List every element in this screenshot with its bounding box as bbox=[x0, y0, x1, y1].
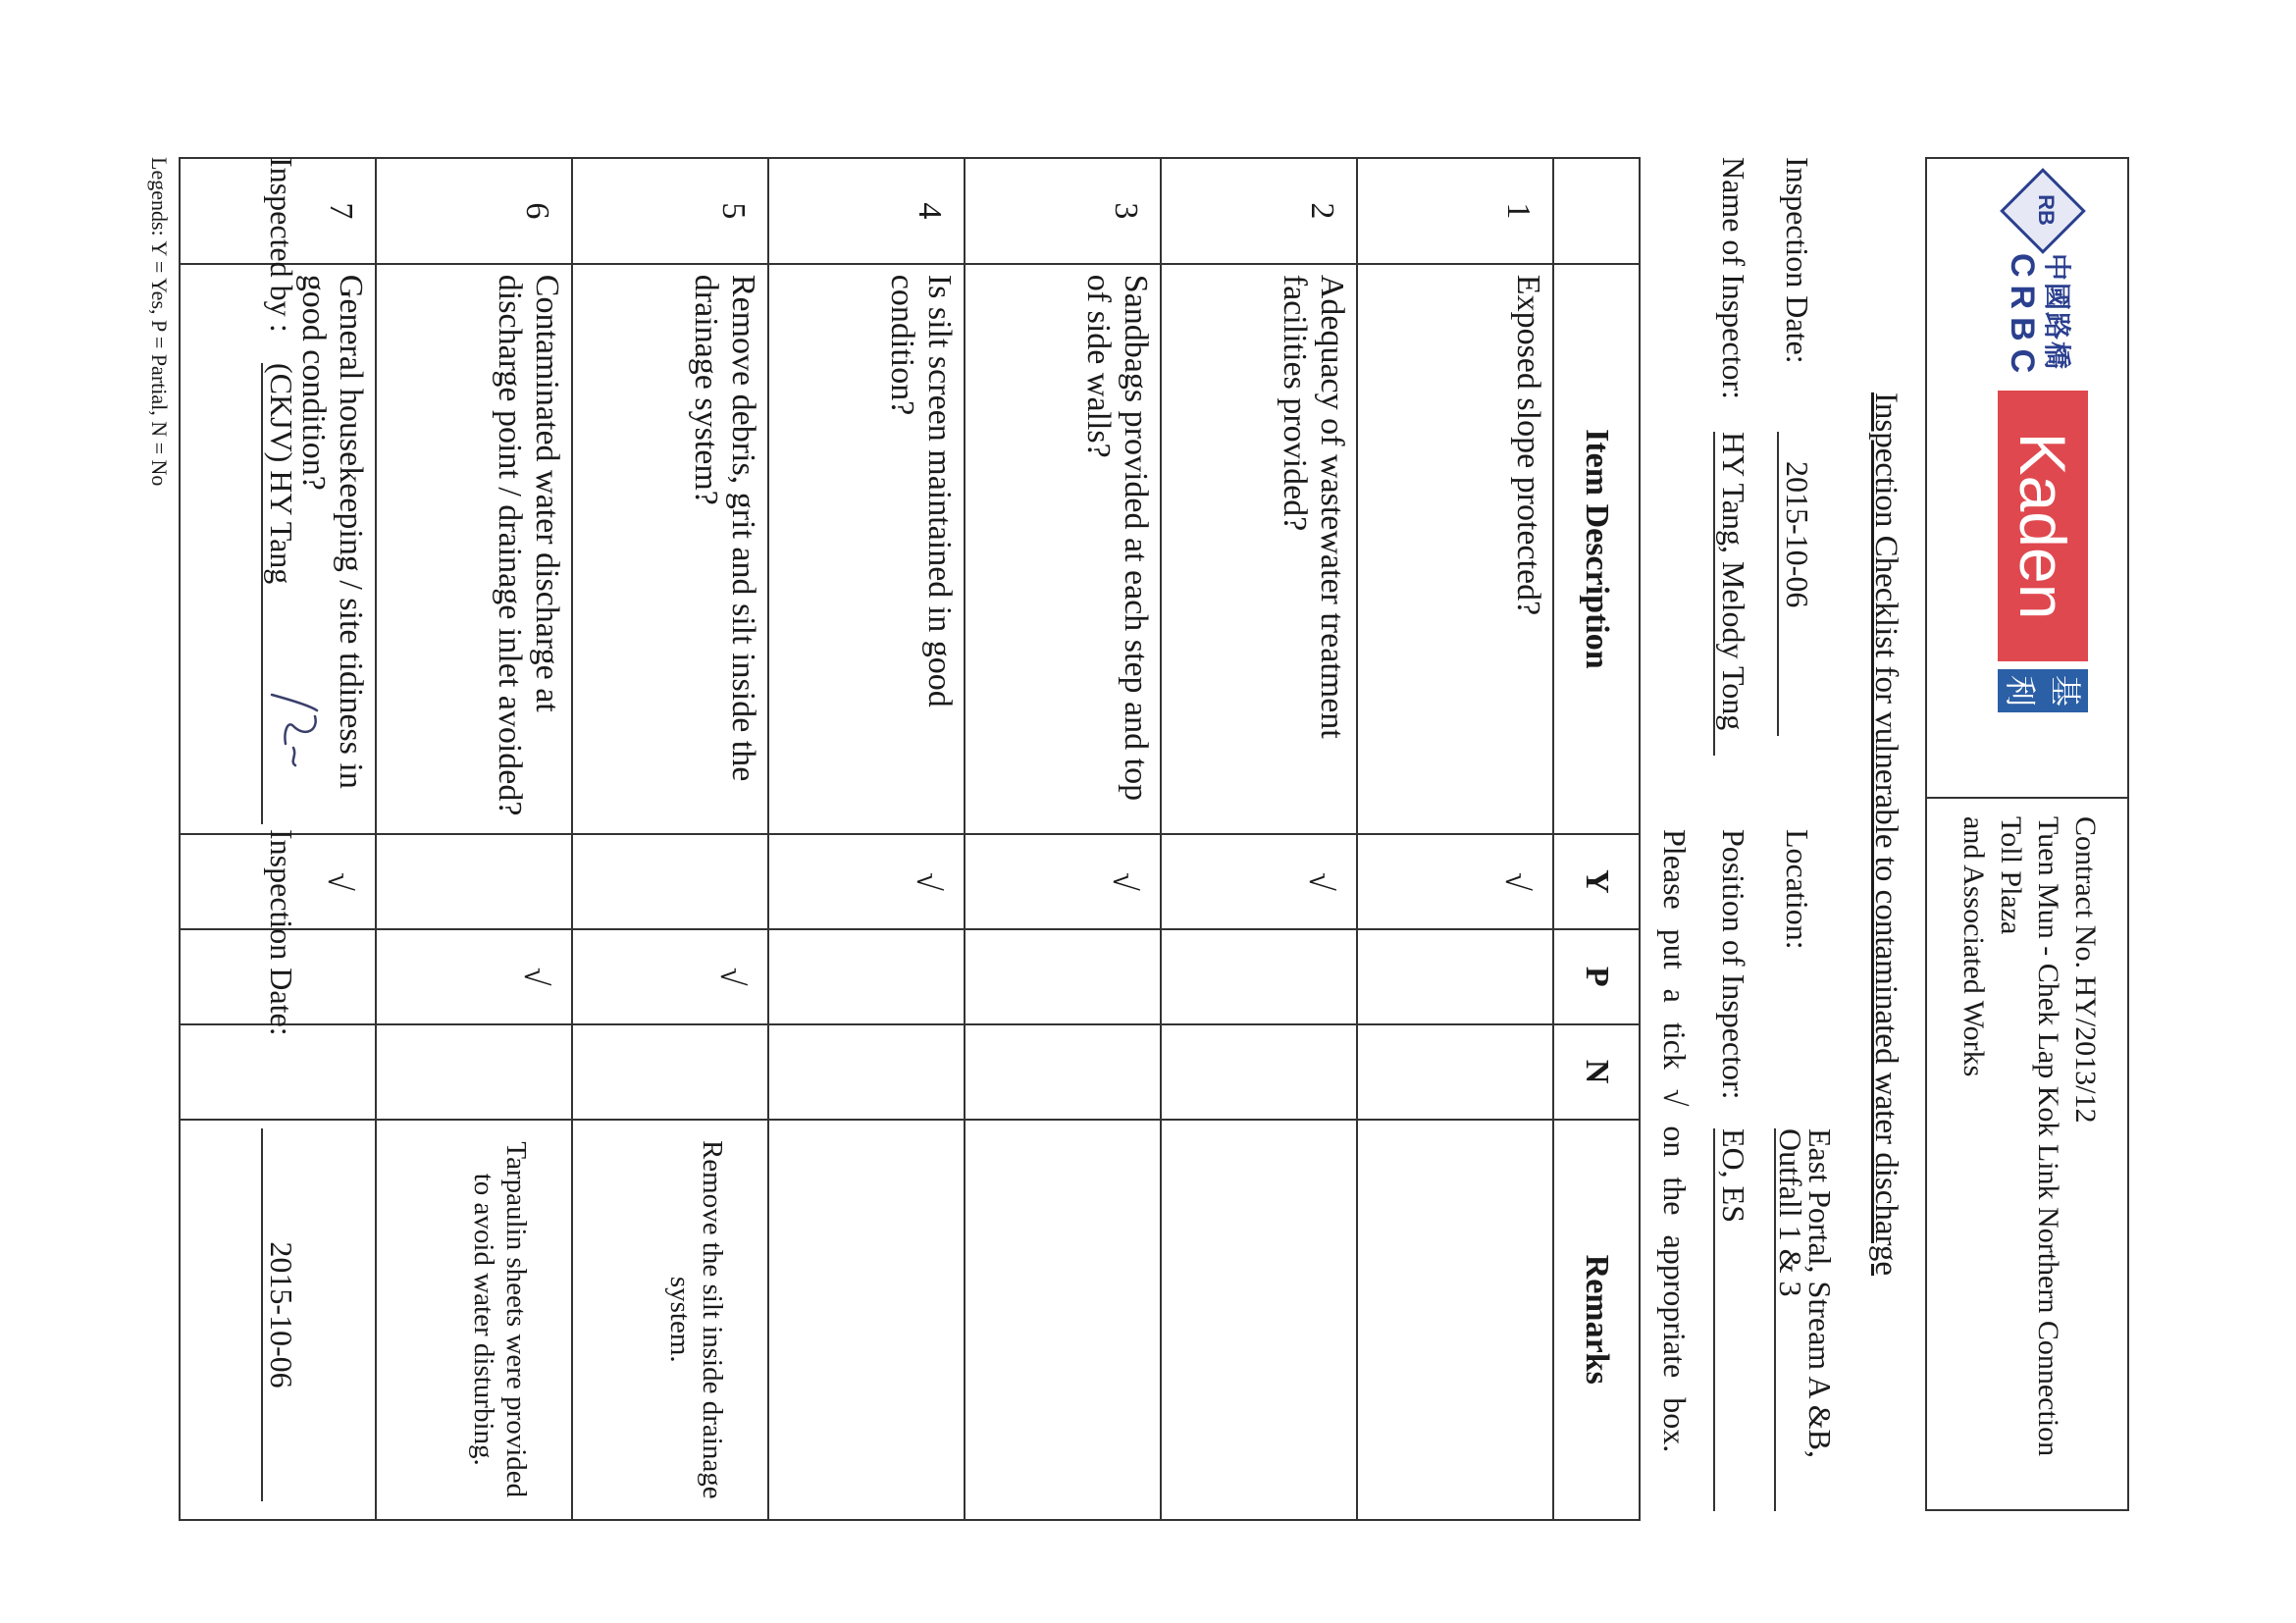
yes-checkbox[interactable]: √ bbox=[965, 834, 1161, 929]
row-remarks bbox=[1161, 1120, 1357, 1520]
location-value bbox=[1773, 1128, 1838, 1511]
footer-inspection-date-label: Inspection Date: bbox=[264, 829, 299, 1036]
inspected-by-label: Inspected by bbox=[264, 157, 299, 317]
no-checkbox[interactable] bbox=[1161, 1024, 1357, 1120]
crbc-chinese-name: 中國路橋 bbox=[2041, 253, 2073, 372]
legend: Legends: Y = Yes, P = Partial, N = No bbox=[147, 157, 172, 487]
table-header-row bbox=[1553, 158, 1640, 1520]
table-row bbox=[768, 158, 965, 1520]
contract-info bbox=[1955, 816, 2104, 1493]
row-number: 6 bbox=[376, 158, 572, 264]
crbc-english-name: CRBC bbox=[2004, 253, 2041, 382]
tick-instruction: Please put a tick √ on the appropriate box. bbox=[1657, 829, 1693, 1453]
document-title: Inspection Checklist for vulnerable to contaminated water discharge bbox=[1868, 392, 1904, 1277]
inspected-by-value bbox=[261, 363, 299, 824]
partial-checkbox[interactable] bbox=[1161, 929, 1357, 1024]
partial-checkbox[interactable] bbox=[965, 929, 1161, 1024]
no-checkbox[interactable] bbox=[572, 1024, 768, 1120]
row-remarks bbox=[1357, 1120, 1553, 1520]
yes-checkbox[interactable] bbox=[572, 834, 768, 929]
location-line2: Outfall 1 & 3 bbox=[1773, 1128, 1808, 1297]
inspector-position-label: Position of Inspector: bbox=[1716, 829, 1751, 1100]
header-description: Item Description bbox=[1553, 264, 1640, 834]
yes-checkbox[interactable]: √ bbox=[1357, 834, 1553, 929]
header-box bbox=[1925, 157, 2129, 1511]
header-number bbox=[1553, 158, 1640, 264]
row-remarks: Remove the silt inside drainage system. bbox=[572, 1120, 768, 1520]
yes-checkbox[interactable]: √ bbox=[768, 834, 965, 929]
signature-icon bbox=[264, 687, 323, 775]
kaden-chinese-logo: 基利 bbox=[1998, 669, 2088, 712]
row-description: Is silt screen maintained in good condition? bbox=[768, 264, 965, 834]
row-remarks bbox=[965, 1120, 1161, 1520]
row-description: Sandbags provided at each step and top of side walls? bbox=[965, 264, 1161, 834]
row-description: Exposed slope protected? bbox=[1357, 264, 1553, 834]
yes-checkbox[interactable]: √ bbox=[1161, 834, 1357, 929]
header-partial: P bbox=[1553, 929, 1640, 1024]
table-row bbox=[1357, 158, 1553, 1520]
logo-area bbox=[1927, 159, 2127, 799]
row-number: 7 bbox=[180, 158, 376, 264]
partial-checkbox[interactable]: √ bbox=[572, 929, 768, 1024]
partial-checkbox[interactable] bbox=[1357, 929, 1553, 1024]
location-line1: East Portal, Stream A &B, bbox=[1802, 1128, 1838, 1458]
partial-checkbox[interactable] bbox=[768, 929, 965, 1024]
row-remarks bbox=[768, 1120, 965, 1520]
contract-number: Contract No. HY/2013/12 bbox=[2069, 816, 2102, 1124]
inspector-name-label: Name of Inspector: bbox=[1716, 157, 1751, 400]
inspector-name-value: HY Tang, Melody Tong bbox=[1713, 432, 1751, 756]
no-checkbox[interactable] bbox=[180, 1024, 376, 1120]
row-description: General housekeeping / site tidiness in good condition? bbox=[180, 264, 376, 834]
row-description: Contaminated water discharge at discharge point / drainage inlet avoided? bbox=[376, 264, 572, 834]
table-row bbox=[376, 158, 572, 1520]
header-no: N bbox=[1553, 1024, 1640, 1120]
project-name-line1: Tuen Mun - Chek Lap Kok Link Northern Connection Toll Plaza bbox=[1995, 816, 2064, 1457]
row-number: 5 bbox=[572, 158, 768, 264]
header-remarks: Remarks bbox=[1553, 1120, 1640, 1520]
rb-logo-text: RB bbox=[2034, 194, 2059, 226]
table-row bbox=[572, 158, 768, 1520]
no-checkbox[interactable] bbox=[768, 1024, 965, 1120]
checklist-table bbox=[179, 157, 1641, 1521]
row-number: 2 bbox=[1161, 158, 1357, 264]
footer-inspection-date-value: 2015-10-06 bbox=[261, 1128, 299, 1501]
row-remarks: Tarpaulin sheets were provided to avoid water disturbing. bbox=[376, 1120, 572, 1520]
inspection-date-label: Inspection Date: bbox=[1780, 157, 1815, 364]
partial-checkbox[interactable]: √ bbox=[376, 929, 572, 1024]
no-checkbox[interactable] bbox=[376, 1024, 572, 1120]
row-number: 1 bbox=[1357, 158, 1553, 264]
table-row bbox=[965, 158, 1161, 1520]
table-row bbox=[1161, 158, 1357, 1520]
no-checkbox[interactable] bbox=[1357, 1024, 1553, 1120]
row-number: 3 bbox=[965, 158, 1161, 264]
row-number: 4 bbox=[768, 158, 965, 264]
no-checkbox[interactable] bbox=[965, 1024, 1161, 1120]
kaden-logo: Kaden bbox=[1998, 391, 2088, 661]
inspector-name: (CKJV) HY Tang bbox=[264, 363, 299, 585]
project-name-line2: and Associated Works bbox=[1957, 816, 1990, 1077]
inspected-by-colon: : bbox=[264, 324, 299, 333]
inspector-position-value: EO, ES bbox=[1713, 1128, 1751, 1511]
header-yes: Y bbox=[1553, 834, 1640, 929]
location-label: Location: bbox=[1780, 829, 1815, 950]
row-description: Adequacy of wastewater treatment facilities provided? bbox=[1161, 264, 1357, 834]
yes-checkbox[interactable]: √ bbox=[180, 834, 376, 929]
yes-checkbox[interactable] bbox=[376, 834, 572, 929]
row-description: Remove debris, grit and silt inside the drainage system? bbox=[572, 264, 768, 834]
inspection-date-value: 2015-10-06 bbox=[1777, 432, 1815, 736]
